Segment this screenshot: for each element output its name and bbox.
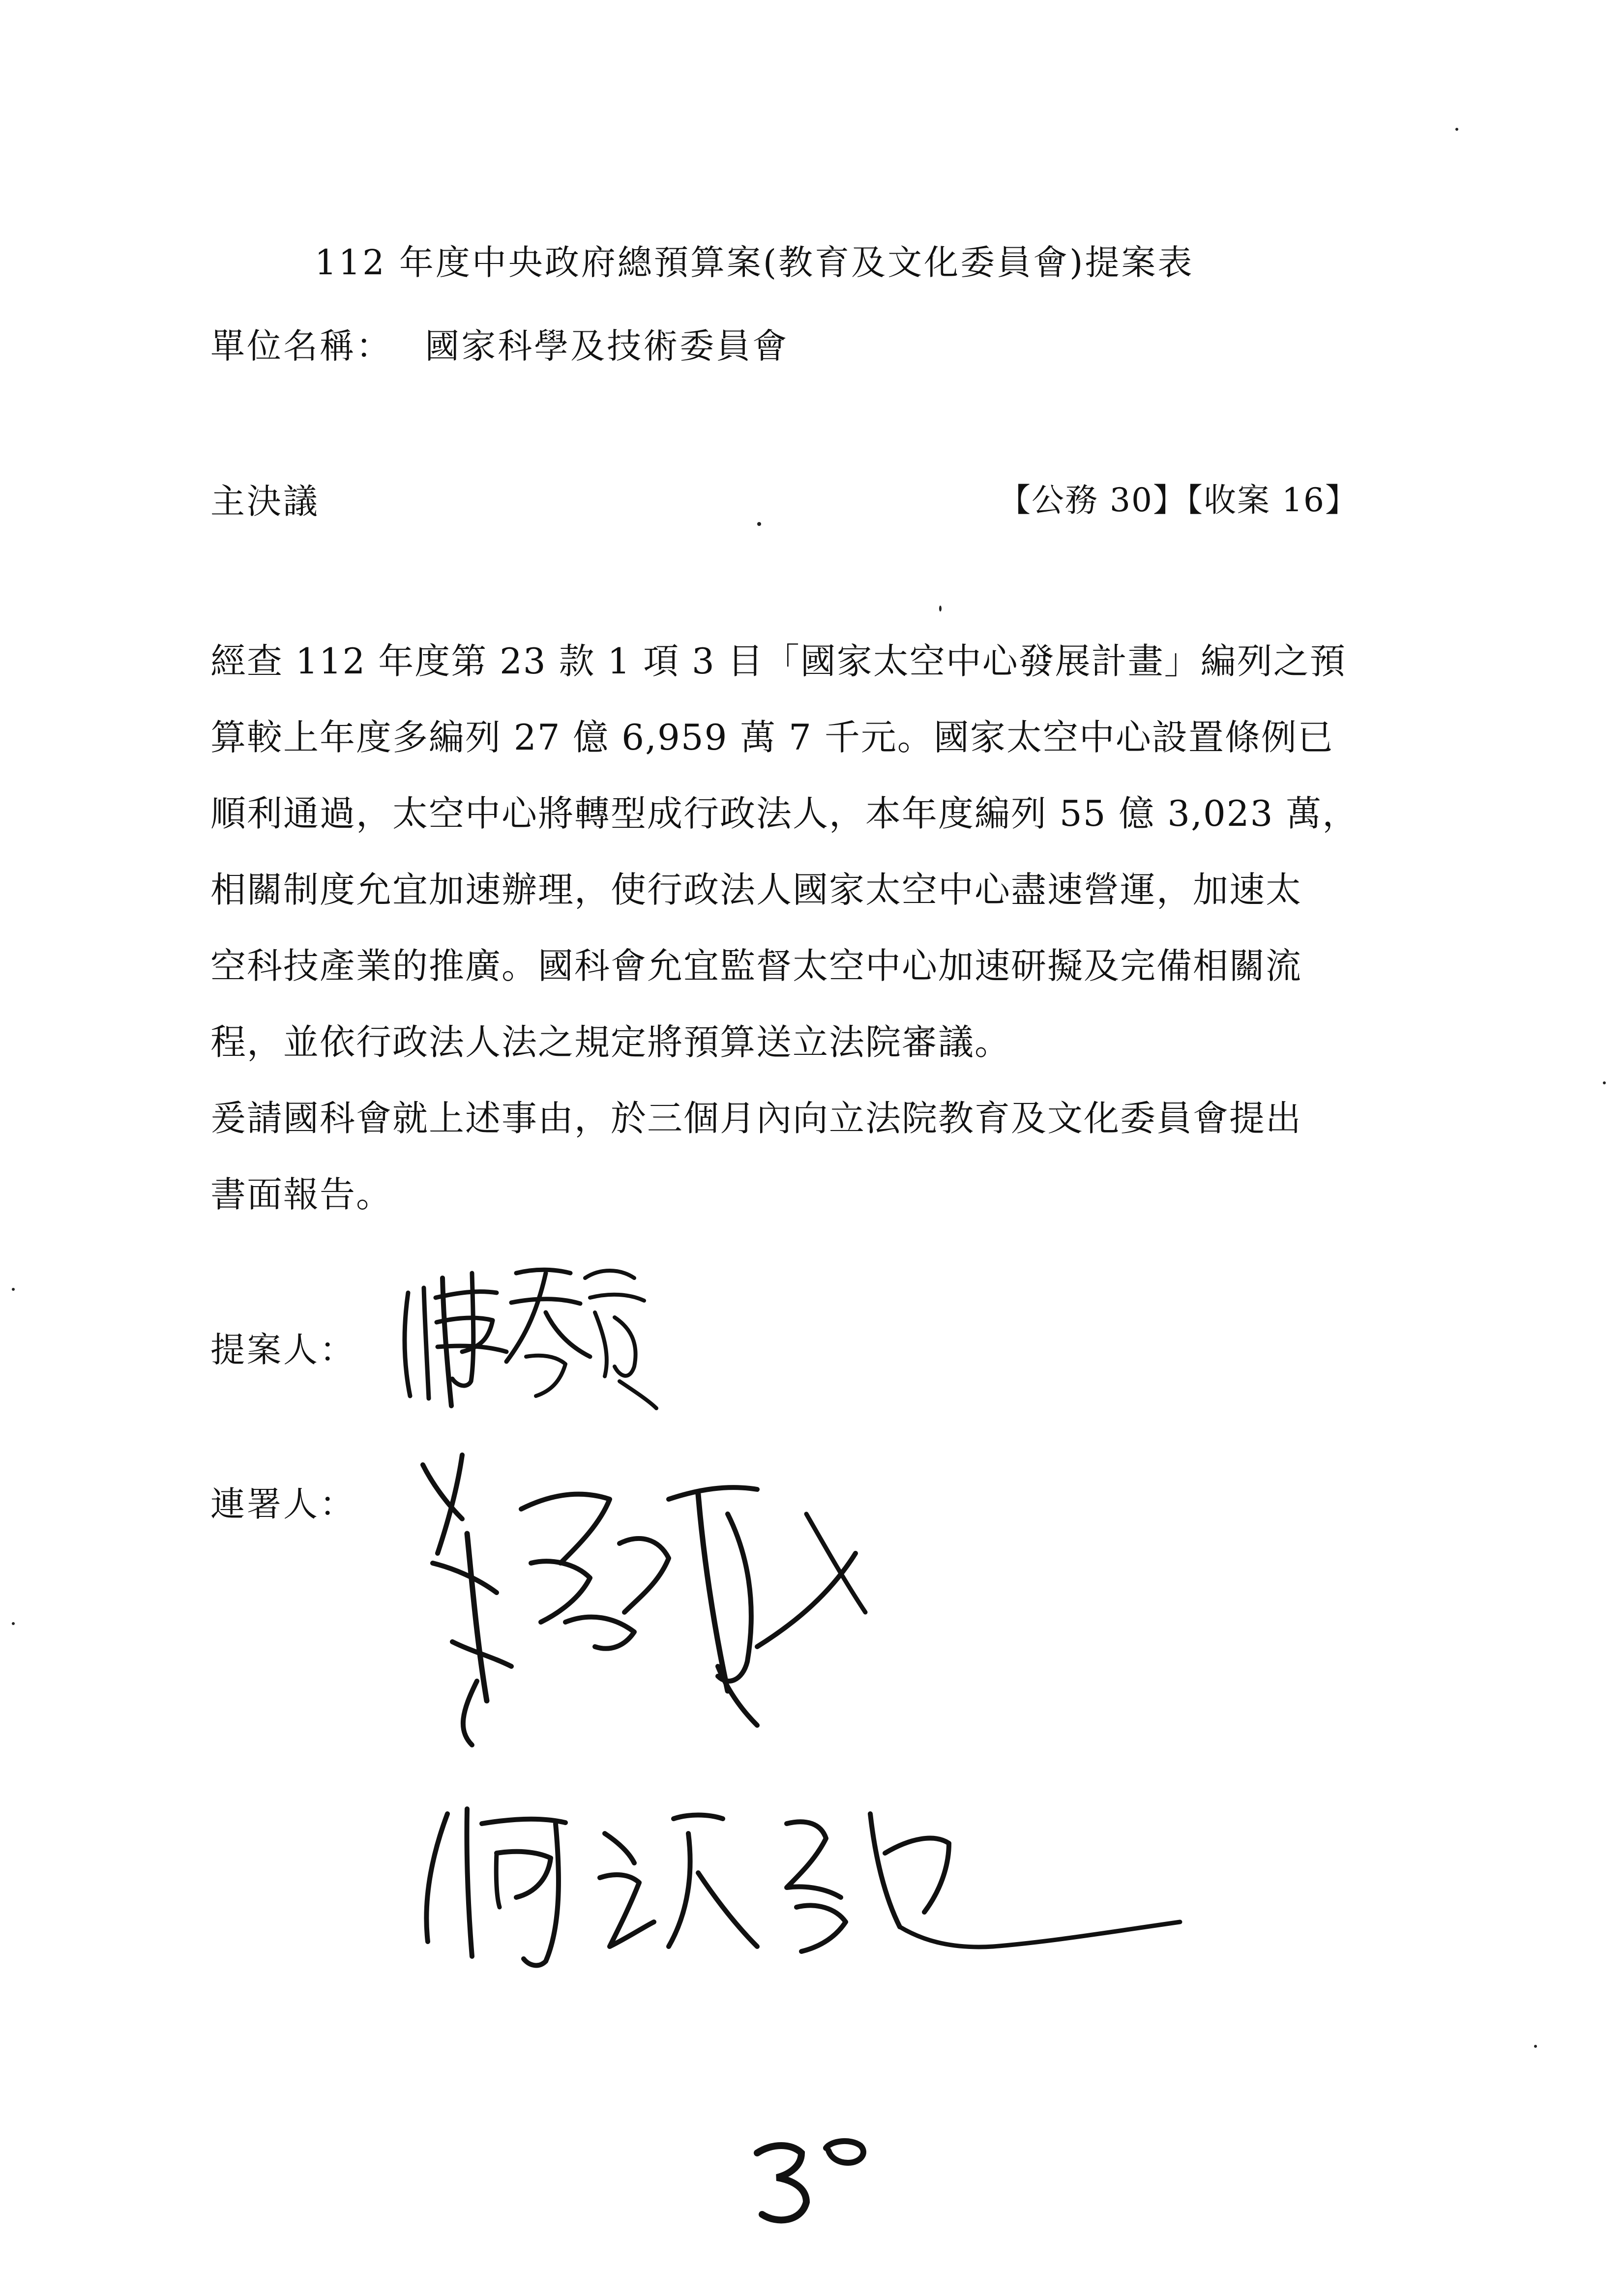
body-line: 空科技產業的推廣。國科會允宜監督太空中心加速研擬及完備相關流	[210, 945, 1302, 987]
body-line: 算較上年度多編列 27 億 6,959 萬 7 千元。國家太空中心設置條例已	[210, 717, 1334, 758]
resolution-body	[210, 623, 1366, 1080]
body-line: 順利通過，太空中心將轉型成行政法人，本年度編列 55 億 3,023 萬，	[210, 793, 1359, 834]
unit-label: 單位名稱：	[210, 326, 392, 366]
scan-speck	[12, 1288, 15, 1291]
request-line: 書面報告。	[210, 1174, 393, 1215]
scan-speck	[1534, 2045, 1537, 2048]
proposer-signature	[388, 1258, 664, 1416]
main-resolution-heading: 主決議	[210, 481, 320, 522]
body-line: 程，並依行政法人法之規定將預算送立法院審議。	[210, 1021, 1011, 1063]
scan-speck	[757, 522, 761, 526]
unit-row	[210, 319, 789, 368]
proposer-label: 提案人：	[210, 1330, 356, 1370]
cosigner-label: 連署人：	[210, 1484, 356, 1524]
document-title: 112 年度中央政府總預算案(教育及文化委員會)提案表	[315, 242, 1194, 283]
body-line: 經查 112 年度第 23 款 1 項 3 目「國家太空中心發展計畫」編列之預	[210, 640, 1346, 682]
handwritten-page-number	[738, 2123, 895, 2232]
scan-speck	[1603, 1081, 1606, 1084]
body-line: 相關制度允宜加速辦理，使行政法人國家太空中心盡速營運，加速太	[210, 869, 1302, 910]
request-line: 爰請國科會就上述事由，於三個月內向立法院教育及文化委員會提出	[210, 1098, 1302, 1139]
cosigner-signature-2	[413, 1779, 1200, 1986]
request-paragraph	[210, 1080, 1366, 1233]
cosigner-signature-1	[403, 1435, 895, 1760]
scan-speck	[939, 606, 942, 611]
scan-speck	[12, 1622, 15, 1625]
case-reference: 【公務 30】【收案 16】	[998, 481, 1358, 519]
scan-speck	[1455, 128, 1458, 131]
unit-value: 國家科學及技術委員會	[425, 326, 789, 366]
